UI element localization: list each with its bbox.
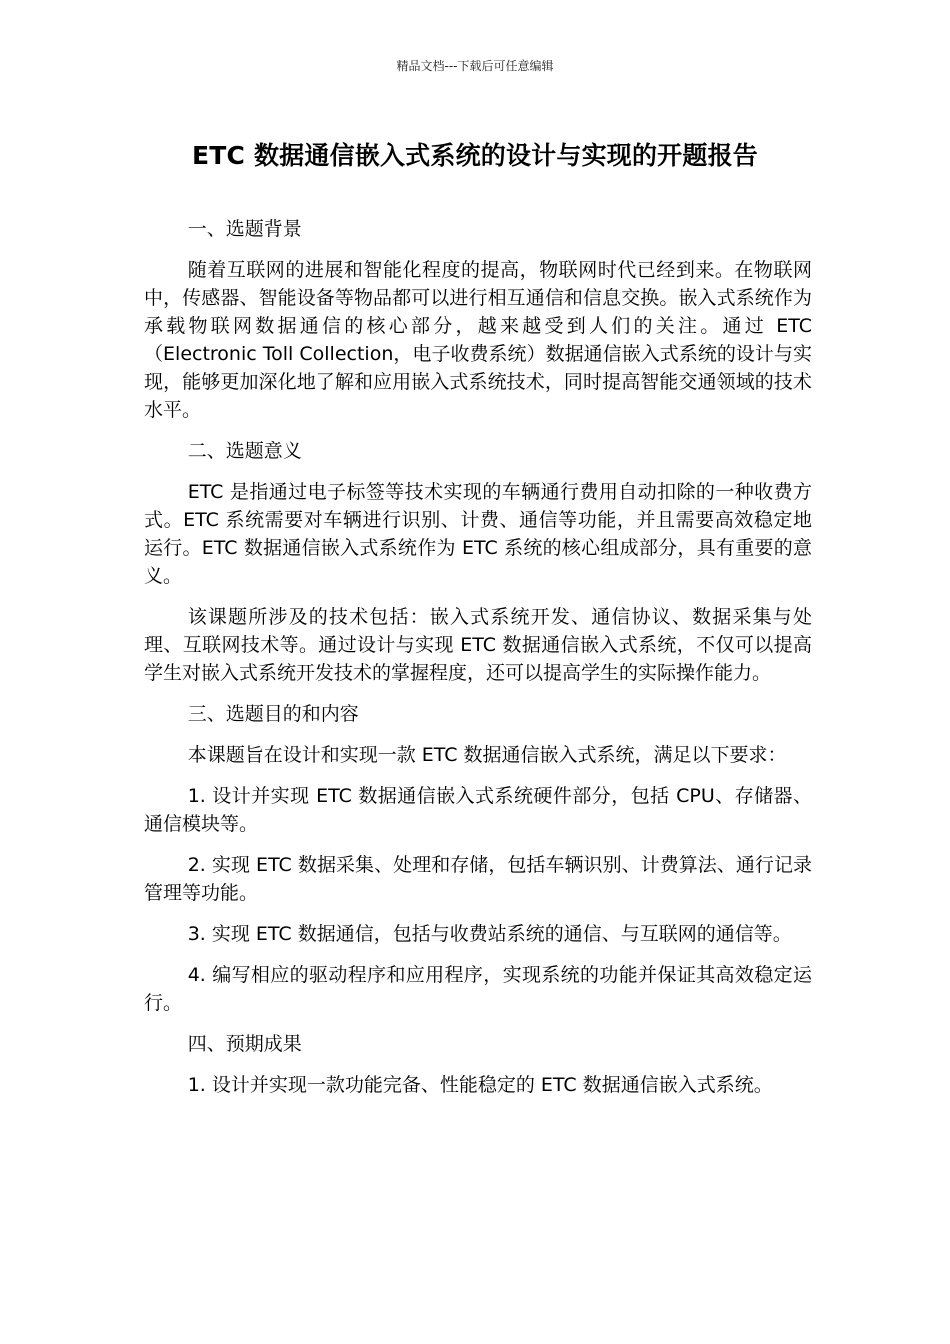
list-item: 1. 设计并实现 ETC 数据通信嵌入式系统硬件部分，包括 CPU、存储器、通信模块等。 [144,785,812,835]
list-item: 4. 编写相应的驱动程序和应用程序，实现系统的功能并保证其高效稳定运行。 [144,964,812,1014]
header-note: 精品文档---下载后可任意编辑 [396,59,554,73]
section-heading: 一、选题背景 [187,218,302,240]
list-item: 1. 设计并实现一款功能完备、性能稳定的 ETC 数据通信嵌入式系统。 [187,1074,773,1096]
section-expected-results [144,1030,812,1099]
document-title: ETC 数据通信嵌入式系统的设计与实现的开题报告 [192,141,758,170]
list-item: 3. 实现 ETC 数据通信，包括与收费站系统的通信、与互联网的通信等。 [187,923,792,945]
paragraph: 随着互联网的进展和智能化程度的提高，物联网时代已经到来。在物联网中，传感器、智能设备等物品都可以进行相互通信和信息交换。嵌入式系统作为承载物联网数据通信的核心部分，越来越受到人们的关注。通过 ETC（Electronic Toll Collection，电子收费系统）数据通信嵌入式系统的设计与实现，能够更加深化地了解和应用嵌入式系统技术，同时提高智能交通领域的技术水平。 [144,259,812,421]
section-heading: 三、选题目的和内容 [187,703,359,725]
paragraph: 本课题旨在设计和实现一款 ETC 数据通信嵌入式系统，满足以下要求： [187,744,787,766]
section-heading: 二、选题意义 [187,440,302,462]
paragraph: ETC 是指通过电子标签等技术实现的车辆通行费用自动扣除的一种收费方式。ETC 系统需要对车辆进行识别、计费、通信等功能，并且需要高效稳定地运行。ETC 数据通信嵌入式系统作为 ETC 系统的核心组成部分，具有重要的意义。 [144,481,812,587]
section-background [144,215,812,424]
section-objectives [144,700,812,1017]
document-body [144,215,812,1112]
paragraph: 该课题所涉及的技术包括：嵌入式系统开发、通信协议、数据采集与处理、互联网技术等。通过设计与实现 ETC 数据通信嵌入式系统，不仅可以提高学生对嵌入式系统开发技术的掌握程度，还可以提高学生的实际操作能力。 [144,606,812,684]
section-significance [144,437,812,687]
list-item: 2. 实现 ETC 数据采集、处理和存储，包括车辆识别、计费算法、通行记录管理等功能。 [144,854,812,904]
section-heading: 四、预期成果 [187,1033,302,1055]
